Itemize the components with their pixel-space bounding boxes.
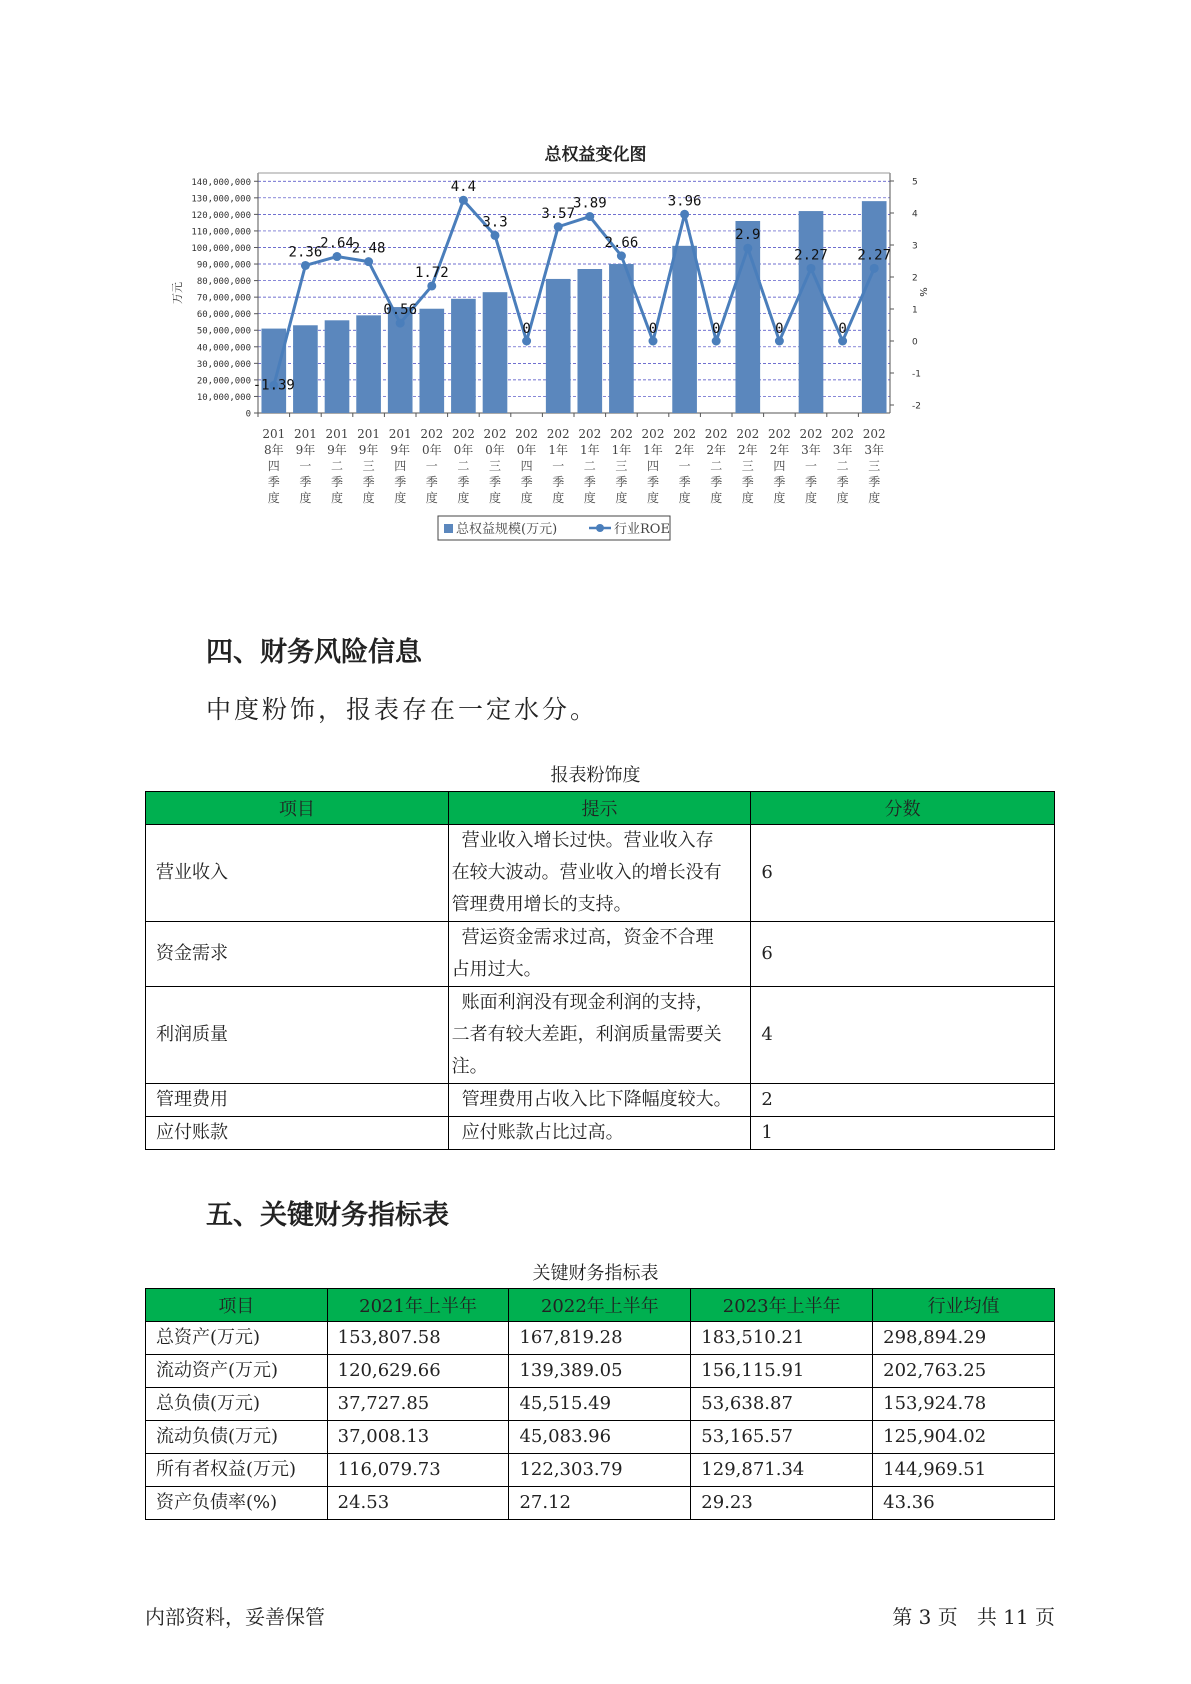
x-tick-label: 2年 bbox=[706, 443, 727, 457]
bar bbox=[419, 309, 444, 413]
x-tick-label: 1年 bbox=[579, 443, 600, 457]
x-tick-label: 202 bbox=[420, 427, 444, 441]
x-tick-label: 8年 bbox=[263, 443, 284, 457]
row-score: 6 bbox=[751, 922, 1055, 987]
metric-value: 53,165.57 bbox=[691, 1421, 873, 1454]
x-tick-label: 度 bbox=[457, 491, 470, 505]
bar bbox=[799, 211, 824, 413]
x-tick-label: 三 bbox=[868, 459, 881, 473]
row-hint bbox=[448, 987, 751, 1084]
x-tick-label: 202 bbox=[515, 427, 539, 441]
y-tick-label: 100,000,000 bbox=[191, 243, 251, 254]
col-header: 2023年上半年 bbox=[691, 1289, 873, 1322]
y-tick-label: 120,000,000 bbox=[191, 210, 251, 221]
bar bbox=[483, 292, 508, 413]
data-label: -1.39 bbox=[252, 377, 295, 394]
y-tick-label: 0 bbox=[245, 409, 251, 420]
x-tick-label: 一 bbox=[552, 459, 565, 473]
hint-line: 管理费用占收入比下降幅度较大。 bbox=[461, 1089, 732, 1110]
x-tick-label: 202 bbox=[483, 427, 507, 441]
section4-heading: 四、财务风险信息 bbox=[206, 637, 422, 668]
x-tick-label: 3年 bbox=[832, 443, 853, 457]
legend-bar-swatch bbox=[444, 524, 453, 533]
x-tick-label: 0年 bbox=[485, 443, 505, 457]
x-tick-label: 1年 bbox=[611, 443, 632, 457]
data-label: 2.27 bbox=[857, 247, 892, 264]
x-tick-label: 度 bbox=[267, 491, 280, 505]
data-label: 0 bbox=[838, 321, 847, 337]
metric-value: 37,008.13 bbox=[327, 1421, 509, 1454]
y-tick-label: 10,000,000 bbox=[196, 392, 251, 403]
table-row bbox=[146, 987, 1055, 1084]
x-tick-label: 季 bbox=[804, 475, 818, 489]
x-tick-label: 季 bbox=[488, 475, 502, 489]
x-tick-label: 度 bbox=[394, 491, 407, 505]
table-row bbox=[146, 1421, 1055, 1454]
bar bbox=[609, 264, 634, 413]
x-tick-label: 三 bbox=[362, 459, 375, 473]
metric-value: 45,515.49 bbox=[509, 1388, 691, 1421]
section4-text: 中度粉饰，报表存在一定水分。 bbox=[206, 695, 599, 724]
table-row bbox=[146, 1084, 1055, 1117]
metric-value: 298,894.29 bbox=[873, 1322, 1055, 1355]
x-tick-label: 202 bbox=[609, 427, 633, 441]
data-label: 4.4 bbox=[450, 179, 477, 196]
x-tick-label: 四 bbox=[646, 459, 660, 473]
hint-line: 营业收入增长过快。营业收入存 bbox=[461, 830, 714, 851]
row-hint bbox=[448, 922, 751, 987]
x-tick-label: 季 bbox=[868, 475, 881, 489]
table-row bbox=[146, 1388, 1055, 1421]
roe-point bbox=[649, 337, 658, 346]
y2-tick-label: 1 bbox=[912, 305, 918, 316]
row-item: 管理费用 bbox=[146, 1084, 449, 1117]
roe-point bbox=[585, 212, 594, 221]
col-header: 行业均值 bbox=[873, 1289, 1055, 1322]
x-tick-label: 202 bbox=[736, 427, 760, 441]
row-item: 资金需求 bbox=[146, 922, 449, 987]
y2-tick-label: 4 bbox=[912, 209, 918, 220]
col-header: 2022年上半年 bbox=[509, 1289, 691, 1322]
x-tick-label: 季 bbox=[678, 475, 691, 489]
x-tick-label: 季 bbox=[773, 475, 786, 489]
roe-point bbox=[522, 337, 531, 346]
data-label: 2.9 bbox=[735, 227, 761, 244]
bar bbox=[325, 320, 350, 413]
risk-table-caption: 报表粉饰度 bbox=[550, 765, 641, 786]
metric-name: 资产负债率(%) bbox=[146, 1487, 328, 1520]
legend-line-label: 行业ROE bbox=[614, 522, 670, 537]
x-tick-label: 度 bbox=[520, 491, 533, 505]
y2-tick-label: -2 bbox=[912, 401, 921, 412]
y-tick-label: 110,000,000 bbox=[191, 227, 251, 238]
y2-tick-label: -1 bbox=[912, 369, 921, 380]
roe-point bbox=[775, 337, 784, 346]
x-tick-label: 9年 bbox=[358, 443, 379, 457]
legend-bar-label: 总权益规模(万元) bbox=[456, 522, 558, 537]
y-tick-label: 50,000,000 bbox=[196, 326, 251, 337]
data-label: 3.89 bbox=[572, 195, 607, 212]
metric-value: 144,969.51 bbox=[873, 1454, 1055, 1487]
roe-point bbox=[712, 337, 721, 346]
y-tick-label: 60,000,000 bbox=[196, 310, 251, 321]
x-tick-label: 季 bbox=[362, 475, 375, 489]
y2-tick-label: 3 bbox=[912, 241, 918, 252]
y2-tick-label: 2 bbox=[912, 273, 918, 284]
bar bbox=[451, 299, 476, 413]
x-tick-label: 一 bbox=[804, 459, 818, 473]
metrics-table bbox=[145, 1288, 1055, 1520]
y-tick-label: 40,000,000 bbox=[196, 343, 251, 354]
y2-tick-label: 0 bbox=[912, 337, 918, 348]
metric-name: 所有者权益(万元) bbox=[146, 1454, 328, 1487]
col-header: 项目 bbox=[146, 792, 449, 825]
x-tick-label: 度 bbox=[646, 491, 660, 505]
x-tick-label: 季 bbox=[520, 475, 533, 489]
table-row bbox=[146, 1487, 1055, 1520]
y-tick-label: 70,000,000 bbox=[196, 293, 251, 304]
x-tick-label: 3年 bbox=[801, 443, 821, 457]
x-tick-label: 季 bbox=[394, 475, 407, 489]
x-tick-label: 季 bbox=[299, 475, 312, 489]
x-tick-label: 度 bbox=[488, 491, 502, 505]
data-label: 0 bbox=[522, 321, 531, 337]
x-tick-label: 季 bbox=[552, 475, 565, 489]
y-tick-label: 20,000,000 bbox=[196, 376, 251, 387]
row-score: 2 bbox=[751, 1084, 1055, 1117]
table-row bbox=[146, 922, 1055, 987]
hint-line: 账面利润没有现金利润的支持， bbox=[461, 992, 714, 1013]
x-tick-label: 202 bbox=[767, 427, 791, 441]
x-tick-label: 季 bbox=[583, 475, 596, 489]
hint-line: 占用过大。 bbox=[451, 959, 542, 980]
roe-point bbox=[301, 261, 310, 270]
bar bbox=[577, 269, 602, 413]
x-tick-label: 度 bbox=[741, 491, 754, 505]
roe-point bbox=[743, 244, 752, 253]
footer-left: 内部资料，妥善保管 bbox=[145, 1605, 325, 1629]
chart-title: 总权益变化图 bbox=[544, 145, 647, 165]
y-axis-label: 万元 bbox=[171, 282, 184, 304]
hint-line: 注。 bbox=[451, 1056, 488, 1077]
bar bbox=[293, 325, 318, 413]
data-label: 2.36 bbox=[288, 244, 323, 261]
x-tick-label: 202 bbox=[799, 427, 823, 441]
bar bbox=[862, 201, 887, 413]
x-tick-label: 二 bbox=[330, 459, 344, 473]
x-tick-label: 度 bbox=[583, 491, 596, 505]
x-tick-label: 度 bbox=[615, 491, 628, 505]
x-tick-label: 季 bbox=[425, 475, 438, 489]
x-tick-label: 度 bbox=[362, 491, 375, 505]
roe-point bbox=[617, 251, 626, 260]
x-tick-label: 201 bbox=[325, 427, 349, 441]
col-header: 提示 bbox=[448, 792, 751, 825]
metric-value: 167,819.28 bbox=[509, 1322, 691, 1355]
metric-name: 流动负债(万元) bbox=[146, 1421, 328, 1454]
data-label: 1.72 bbox=[414, 264, 449, 281]
risk-table bbox=[145, 791, 1055, 1150]
row-item: 利润质量 bbox=[146, 987, 449, 1084]
x-tick-label: 0年 bbox=[516, 443, 537, 457]
data-label: 3.96 bbox=[667, 193, 702, 210]
x-tick-label: 四 bbox=[520, 459, 533, 473]
col-header: 分数 bbox=[751, 792, 1055, 825]
hint-line: 应付账款占比过高。 bbox=[461, 1122, 624, 1143]
x-tick-label: 季 bbox=[646, 475, 660, 489]
metric-value: 202,763.25 bbox=[873, 1355, 1055, 1388]
roe-point bbox=[838, 337, 847, 346]
x-tick-label: 三 bbox=[615, 459, 628, 473]
metric-value: 37,727.85 bbox=[327, 1388, 509, 1421]
x-tick-label: 201 bbox=[357, 427, 381, 441]
x-tick-label: 202 bbox=[673, 427, 697, 441]
metric-name: 流动资产(万元) bbox=[146, 1355, 328, 1388]
y-tick-label: 30,000,000 bbox=[196, 359, 251, 370]
x-tick-label: 201 bbox=[293, 427, 317, 441]
metrics-table-caption: 关键财务指标表 bbox=[532, 1263, 659, 1284]
x-tick-label: 季 bbox=[457, 475, 470, 489]
x-tick-label: 季 bbox=[741, 475, 754, 489]
metric-name: 总资产(万元) bbox=[146, 1322, 328, 1355]
x-tick-label: 一 bbox=[678, 459, 691, 473]
col-header: 项目 bbox=[146, 1289, 328, 1322]
x-tick-label: 9年 bbox=[327, 443, 347, 457]
roe-point bbox=[333, 252, 342, 261]
x-tick-label: 季 bbox=[330, 475, 344, 489]
col-header: 2021年上半年 bbox=[327, 1289, 509, 1322]
bar bbox=[261, 329, 286, 413]
x-tick-label: 3年 bbox=[864, 443, 885, 457]
x-tick-label: 201 bbox=[388, 427, 412, 441]
bar bbox=[356, 315, 381, 413]
metric-value: 29.23 bbox=[691, 1487, 873, 1520]
x-tick-label: 度 bbox=[868, 491, 881, 505]
x-tick-label: 9年 bbox=[390, 443, 411, 457]
data-label: 2.64 bbox=[320, 235, 354, 252]
x-tick-label: 度 bbox=[425, 491, 438, 505]
x-tick-label: 202 bbox=[641, 427, 665, 441]
metric-value: 45,083.96 bbox=[509, 1421, 691, 1454]
x-tick-label: 季 bbox=[267, 475, 280, 489]
metric-value: 122,303.79 bbox=[509, 1454, 691, 1487]
roe-point bbox=[396, 319, 405, 328]
x-tick-label: 202 bbox=[831, 427, 855, 441]
data-label: 0 bbox=[711, 321, 721, 337]
footer-page: 第 3 页 共 11 页 bbox=[892, 1605, 1055, 1629]
x-tick-label: 度 bbox=[552, 491, 565, 505]
roe-point bbox=[870, 264, 879, 273]
roe-point bbox=[427, 281, 436, 290]
row-item: 应付账款 bbox=[146, 1117, 449, 1150]
x-tick-label: 度 bbox=[773, 491, 786, 505]
roe-point bbox=[680, 210, 689, 219]
metric-value: 139,389.05 bbox=[509, 1355, 691, 1388]
table-row bbox=[146, 1117, 1055, 1150]
y-tick-label: 90,000,000 bbox=[196, 260, 251, 271]
table-row bbox=[146, 1322, 1055, 1355]
x-tick-label: 季 bbox=[615, 475, 628, 489]
table-row bbox=[146, 1355, 1055, 1388]
x-tick-label: 二 bbox=[457, 459, 470, 473]
section5-heading: 五、关键财务指标表 bbox=[206, 1200, 449, 1231]
x-tick-label: 202 bbox=[546, 427, 570, 441]
bar bbox=[672, 246, 697, 413]
metric-value: 116,079.73 bbox=[327, 1454, 509, 1487]
metric-value: 120,629.66 bbox=[327, 1355, 509, 1388]
x-tick-label: 0年 bbox=[453, 443, 474, 457]
x-tick-label: 三 bbox=[741, 459, 754, 473]
equity-chart bbox=[171, 168, 1025, 588]
metric-value: 153,807.58 bbox=[327, 1322, 509, 1355]
hint-line: 二者有较大差距，利润质量需要关 bbox=[451, 1024, 722, 1045]
row-hint bbox=[448, 1084, 751, 1117]
metric-value: 183,510.21 bbox=[691, 1322, 873, 1355]
x-tick-label: 季 bbox=[836, 475, 849, 489]
metric-value: 129,871.34 bbox=[691, 1454, 873, 1487]
x-tick-label: 202 bbox=[704, 427, 728, 441]
x-tick-label: 1年 bbox=[643, 443, 663, 457]
y2-axis-label: % bbox=[917, 287, 928, 297]
x-tick-label: 一 bbox=[299, 459, 312, 473]
row-score: 1 bbox=[751, 1117, 1055, 1150]
table-row bbox=[146, 825, 1055, 922]
roe-point bbox=[491, 231, 500, 240]
x-tick-label: 202 bbox=[578, 427, 602, 441]
metric-value: 43.36 bbox=[873, 1487, 1055, 1520]
x-tick-label: 度 bbox=[678, 491, 691, 505]
data-label: 2.27 bbox=[794, 247, 828, 264]
x-tick-label: 二 bbox=[583, 459, 596, 473]
x-tick-label: 二 bbox=[710, 459, 723, 473]
data-label: 2.48 bbox=[351, 240, 386, 257]
x-tick-label: 二 bbox=[836, 459, 849, 473]
metric-value: 153,924.78 bbox=[873, 1388, 1055, 1421]
x-tick-label: 202 bbox=[451, 427, 475, 441]
table-row bbox=[146, 1454, 1055, 1487]
x-tick-label: 2年 bbox=[769, 443, 790, 457]
x-tick-label: 201 bbox=[262, 427, 286, 441]
x-tick-label: 四 bbox=[394, 459, 407, 473]
y-tick-label: 130,000,000 bbox=[191, 194, 251, 205]
x-tick-label: 2年 bbox=[674, 443, 695, 457]
x-tick-label: 度 bbox=[299, 491, 312, 505]
x-tick-label: 度 bbox=[804, 491, 818, 505]
x-tick-label: 四 bbox=[267, 459, 280, 473]
bar bbox=[546, 279, 571, 413]
row-hint bbox=[448, 1117, 751, 1150]
roe-point bbox=[459, 196, 468, 205]
data-label: 0 bbox=[775, 321, 784, 337]
y-tick-label: 80,000,000 bbox=[196, 277, 251, 288]
row-hint bbox=[448, 825, 751, 922]
x-tick-label: 一 bbox=[425, 459, 438, 473]
x-tick-label: 1年 bbox=[548, 443, 569, 457]
roe-point bbox=[807, 264, 816, 273]
data-label: 3.3 bbox=[482, 214, 508, 231]
data-label: 0 bbox=[648, 321, 658, 337]
y2-tick-label: 5 bbox=[912, 177, 918, 188]
metric-value: 125,904.02 bbox=[873, 1421, 1055, 1454]
metric-value: 53,638.87 bbox=[691, 1388, 873, 1421]
roe-point bbox=[554, 222, 563, 231]
metric-value: 24.53 bbox=[327, 1487, 509, 1520]
hint-line: 在较大波动。营业收入的增长没有 bbox=[451, 862, 722, 883]
y-tick-label: 140,000,000 bbox=[191, 177, 251, 188]
data-label: 0.56 bbox=[383, 302, 418, 319]
hint-line: 营运资金需求过高，资金不合理 bbox=[461, 927, 714, 948]
metric-value: 156,115.91 bbox=[691, 1355, 873, 1388]
roe-point bbox=[364, 257, 373, 266]
metric-value: 27.12 bbox=[509, 1487, 691, 1520]
x-tick-label: 2年 bbox=[737, 443, 758, 457]
data-label: 2.66 bbox=[604, 234, 639, 251]
x-tick-label: 202 bbox=[862, 427, 886, 441]
x-tick-label: 季 bbox=[710, 475, 723, 489]
x-tick-label: 9年 bbox=[295, 443, 316, 457]
metric-name: 总负债(万元) bbox=[146, 1388, 328, 1421]
x-tick-label: 0年 bbox=[421, 443, 442, 457]
x-tick-label: 三 bbox=[488, 459, 502, 473]
row-score: 6 bbox=[751, 825, 1055, 922]
row-score: 4 bbox=[751, 987, 1055, 1084]
hint-line: 管理费用增长的支持。 bbox=[451, 894, 632, 915]
x-tick-label: 度 bbox=[836, 491, 849, 505]
data-label: 3.57 bbox=[541, 205, 576, 222]
legend-line-marker bbox=[596, 524, 604, 532]
x-tick-label: 四 bbox=[773, 459, 786, 473]
x-tick-label: 度 bbox=[330, 491, 344, 505]
row-item: 营业收入 bbox=[146, 825, 449, 922]
x-tick-label: 度 bbox=[710, 491, 723, 505]
